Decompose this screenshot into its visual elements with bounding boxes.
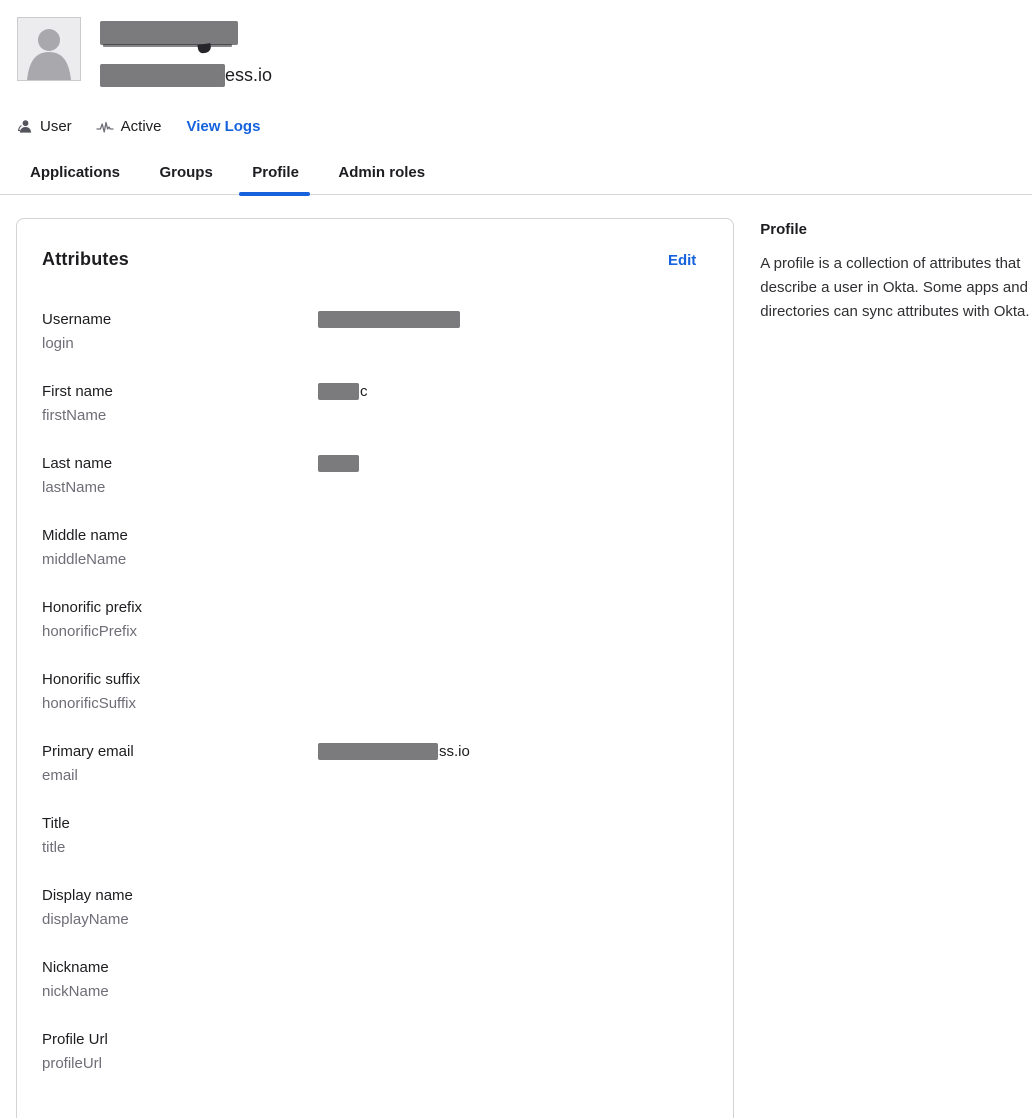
person-silhouette-icon <box>21 22 77 80</box>
redacted-value <box>318 743 438 760</box>
attribute-key: honorificPrefix <box>42 623 138 640</box>
attribute-label-group <box>42 310 318 354</box>
tab-bar <box>0 156 1032 195</box>
redacted-value <box>318 383 359 400</box>
attribute-row <box>42 454 696 498</box>
attributes-title: Attributes <box>42 249 129 269</box>
attribute-key: nickName <box>42 983 109 1000</box>
redacted-user-email-prefix <box>100 64 225 87</box>
user-status-label: Active <box>120 118 162 135</box>
attribute-label: Profile Url <box>42 1031 108 1048</box>
attribute-label: Username <box>42 311 112 328</box>
attribute-row <box>42 598 696 642</box>
attribute-row <box>42 382 696 426</box>
attribute-value <box>318 670 696 714</box>
attribute-label-group <box>42 958 318 1002</box>
attribute-value <box>318 886 696 930</box>
attribute-label-group <box>42 886 318 930</box>
attribute-row <box>42 670 696 714</box>
attribute-key: profileUrl <box>42 1055 103 1072</box>
profile-help-panel <box>760 218 1032 324</box>
user-name-line <box>100 21 272 51</box>
attributes-card-header <box>42 249 696 270</box>
edit-attributes-button[interactable]: Edit <box>667 252 697 269</box>
tab-groups[interactable]: Groups <box>159 164 213 181</box>
user-email-line <box>100 64 272 87</box>
attribute-label-group <box>42 598 318 642</box>
attribute-row <box>42 742 696 786</box>
user-status <box>96 118 162 135</box>
attribute-label-group <box>42 670 318 714</box>
attribute-label-group <box>42 454 318 498</box>
attribute-key: login <box>42 335 74 352</box>
attribute-key: title <box>42 839 66 856</box>
attribute-value <box>318 526 696 570</box>
attribute-label: Display name <box>42 887 133 904</box>
attribute-label: Last name <box>42 455 113 472</box>
activity-pulse-icon <box>96 120 114 134</box>
attribute-value <box>318 1030 696 1074</box>
redacted-value <box>318 311 460 328</box>
header-text <box>100 17 272 87</box>
attribute-label-group <box>42 742 318 786</box>
user-icon <box>17 119 33 134</box>
attribute-label: Title <box>42 815 70 832</box>
attribute-label-group <box>42 814 318 858</box>
attribute-key: firstName <box>42 407 107 424</box>
attribute-row <box>42 886 696 930</box>
status-bar <box>17 118 1032 135</box>
user-type <box>17 118 72 135</box>
attribute-value <box>318 382 696 426</box>
profile-help-description: A profile is a collection of attributes that describe a user in Okta. Some apps and directories can sync attributes with Okta. <box>760 255 1030 320</box>
profile-help-title: Profile <box>760 221 807 238</box>
attribute-label: Middle name <box>42 527 128 544</box>
avatar <box>17 17 81 81</box>
attribute-label: First name <box>42 383 113 400</box>
main-content <box>0 218 1032 1118</box>
attribute-value <box>318 598 696 642</box>
attribute-value <box>318 310 696 354</box>
attribute-value <box>318 814 696 858</box>
attribute-value <box>318 742 696 786</box>
attribute-row <box>42 814 696 858</box>
attribute-label-group <box>42 382 318 426</box>
attribute-row <box>42 1030 696 1074</box>
attribute-row <box>42 958 696 1002</box>
attribute-key: lastName <box>42 479 106 496</box>
attribute-key: middleName <box>42 551 127 568</box>
attribute-key: displayName <box>42 911 129 928</box>
attribute-label-group <box>42 1030 318 1074</box>
attribute-label: Nickname <box>42 959 109 976</box>
attribute-row <box>42 310 696 354</box>
attribute-value <box>318 958 696 1002</box>
user-email-visible-text: ess.io <box>225 65 273 85</box>
attribute-label: Honorific prefix <box>42 599 143 616</box>
attribute-rows <box>42 310 696 1074</box>
user-type-label: User <box>40 118 72 135</box>
attributes-card <box>16 218 734 1118</box>
redacted-user-name <box>100 21 238 45</box>
attribute-key: honorificSuffix <box>42 695 136 712</box>
tab-profile[interactable]: Profile <box>252 156 299 194</box>
attribute-row <box>42 526 696 570</box>
view-logs-link[interactable]: View Logs <box>186 118 261 135</box>
attribute-value <box>318 454 696 498</box>
redacted-value <box>318 455 359 472</box>
attribute-key: email <box>42 767 78 784</box>
tab-admin-roles[interactable]: Admin roles <box>338 164 426 181</box>
tab-applications[interactable]: Applications <box>30 164 121 181</box>
attribute-label: Honorific suffix <box>42 671 141 688</box>
attribute-value-visible-text: ss.io <box>439 743 470 760</box>
attribute-label: Primary email <box>42 743 134 760</box>
profile-header <box>0 0 1032 87</box>
attribute-label-group <box>42 526 318 570</box>
attribute-value-visible-text: c <box>360 383 368 400</box>
